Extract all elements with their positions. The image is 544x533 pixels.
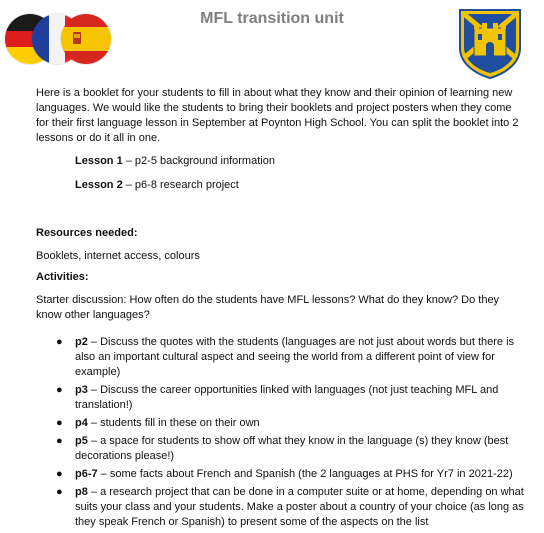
lesson-1-label: Lesson 1 [75,155,123,167]
activities-heading: Activities: [36,271,89,283]
list-item [36,467,526,482]
item-text: – some facts about French and Spanish (the 2 languages at PHS for Yr7 in 2021-22) [97,468,513,480]
activities-list [36,335,526,530]
item-text: – a space for students to show off what they know in the language (s) they know (best decorations please!) [75,435,509,462]
list-item [36,485,526,530]
bullet-icon: ● [56,336,63,348]
item-page: p3 [75,384,88,396]
list-item [36,434,526,464]
bullet-icon: ● [56,384,63,396]
bullet-icon: ● [56,435,63,447]
intro-paragraph: Here is a booklet for your students to fill in about what they know and their opinion of learning new languages. We would like the students to bring their booklets and project posters when they come for their first language lesson in September at Poynton High School. You can split the booklet into 2 lessons or do it all in one. [36,87,519,144]
starter-discussion: Starter discussion: How often do the students have MFL lessons? What do they know? Do they know other languages? [36,294,500,321]
list-item [36,383,526,413]
item-page: p8 [75,486,88,498]
item-text: – a research project that can be done in a computer suite or at home, depending on what suits your class and your students. Make a poster about a country of your choice (as long as they speak French or Spanish) to present some of the aspects on the list [75,486,524,528]
lesson-2-text: – p6-8 research project [122,179,239,191]
page-title: MFL transition unit [200,10,344,27]
lesson-1-text: – p2-5 background information [122,155,275,167]
bullet-icon: ● [56,468,63,480]
lesson-2-line [75,178,526,193]
list-item [36,416,526,431]
item-text: – Discuss the quotes with the students (languages are not just about words but there is also an important cultural aspect and seeing the world from a different point of view for example) [75,336,515,378]
resources-heading: Resources needed: [36,227,138,239]
document-body [36,86,526,533]
list-item [36,335,526,380]
item-text: – students fill in these on their own [87,417,260,429]
school-crest-icon [458,8,522,80]
resources-text: Booklets, internet access, colours [36,250,200,262]
item-page: p5 [75,435,88,447]
lesson-1-line [75,154,526,169]
lesson-2-label: Lesson 2 [75,179,123,191]
item-text: – Discuss the career opportunities linked with languages (not just teaching MFL and translation!) [75,384,499,411]
bullet-icon: ● [56,417,63,429]
bullet-icon: ● [56,486,63,498]
item-page: p6-7 [75,468,98,480]
item-page: p2 [75,336,88,348]
item-page: p4 [75,417,88,429]
